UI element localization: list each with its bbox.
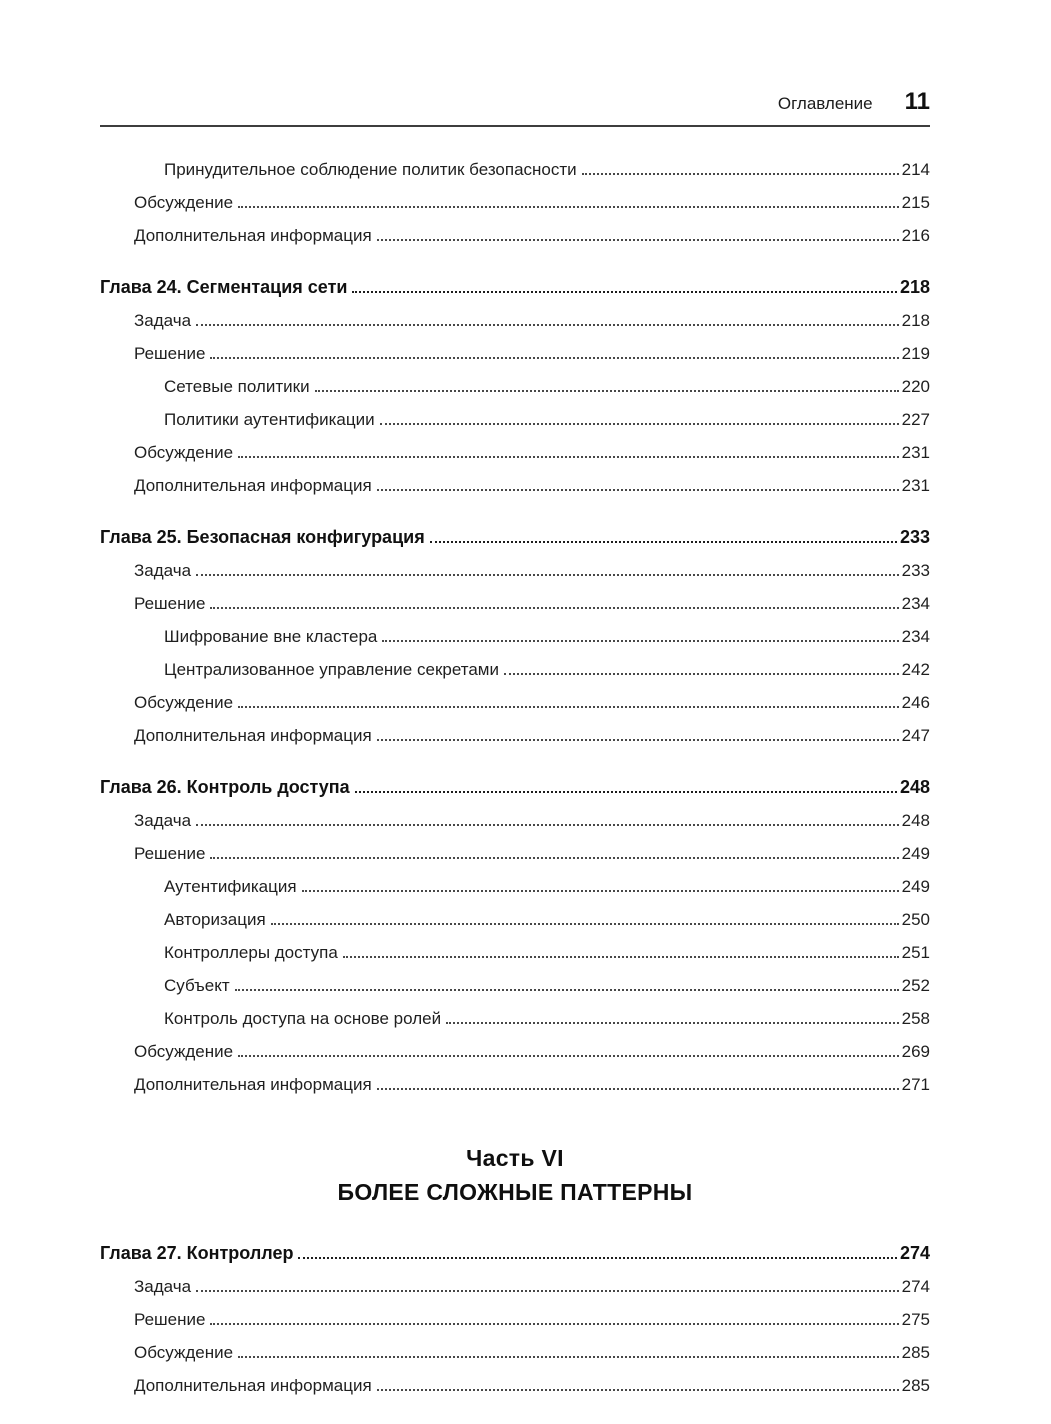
dot-leader [446,1022,899,1024]
toc-entry-row [100,686,930,719]
toc-entry-title: Централизованное управление секретами [164,660,499,679]
dot-leader [377,1389,899,1391]
dot-leader [352,291,897,293]
dot-leader [298,1257,896,1259]
toc-entry-page: 247 [901,726,930,745]
toc-entry-row [100,1270,930,1303]
toc-entry-row [100,186,930,219]
dot-leader [238,706,899,708]
toc-entry-title: Задача [134,561,192,580]
toc-entry-page: 251 [901,943,930,962]
toc-entry-row [100,403,930,436]
dot-leader [355,791,897,793]
toc-entry-page: 248 [901,811,930,830]
toc-entry-title: Аутентификация [164,877,297,896]
toc-entry-page: 258 [901,1009,930,1028]
toc-entry-title: Дополнительная информация [134,726,372,745]
toc-entry-title: Шифрование вне кластера [164,627,378,646]
toc-entry-title: Решение [134,844,206,863]
toc-entry-page: 234 [901,594,930,613]
toc-entry-title: Обсуждение [134,193,234,212]
toc-entry-row [100,1369,930,1402]
toc-entry-row [100,1068,930,1101]
toc-entry-page: 233 [899,527,930,547]
toc-entry-page: 274 [899,1243,930,1263]
toc-entry-row [100,469,930,502]
dot-leader [210,357,898,359]
toc-entry-page: 250 [901,910,930,929]
toc-entry-row [100,587,930,620]
toc-entry-page: 216 [901,226,930,245]
dot-leader [315,390,899,392]
toc-entry-page: 233 [901,561,930,580]
toc-entry-row [100,969,930,1002]
toc-entry-title: Обсуждение [134,443,234,462]
dot-leader [210,857,898,859]
dot-leader [302,890,899,892]
toc-entry-title: Обсуждение [134,1343,234,1362]
part-heading-line: БОЛЕЕ СЛОЖНЫЕ ПАТТЕРНЫ [337,1179,693,1205]
toc-entry-title: Контроллеры доступа [164,943,338,962]
toc-entry-page: 249 [901,877,930,896]
dot-leader [377,489,899,491]
dot-leader [377,739,899,741]
running-header [100,88,930,125]
dot-leader [380,423,899,425]
dot-leader [238,456,899,458]
toc-entry-page: 248 [899,777,930,797]
toc-entry-title: Политики аутентификации [164,410,375,429]
toc-entry-page: 271 [901,1075,930,1094]
toc-entry-page: 269 [901,1042,930,1061]
toc-entry-title: Задача [134,811,192,830]
toc-entry-page: 234 [901,627,930,646]
toc-entry-row [100,304,930,337]
toc-entry-title: Обсуждение [134,693,234,712]
toc-entry-row [100,436,930,469]
toc-entry-row [100,837,930,870]
toc-entry-row [100,153,930,186]
dot-leader [210,607,898,609]
toc-entry-row [100,1336,930,1369]
toc-entry-row [100,370,930,403]
toc-chapter-row [100,271,930,304]
toc-entry-page: 242 [901,660,930,679]
toc-entry-title: Решение [134,1310,206,1329]
dot-leader [196,824,899,826]
dot-leader [343,956,899,958]
dot-leader [196,1290,899,1292]
toc-entry-row [100,219,930,252]
toc-entry-row [100,903,930,936]
dot-leader [582,173,899,175]
toc-chapter-row [100,771,930,804]
toc-entry-row [100,1035,930,1068]
part-heading-line: Часть VI [466,1145,564,1171]
dot-leader [238,1356,899,1358]
toc-entry-title: Субъект [164,976,230,995]
toc-entry-page: 285 [901,1343,930,1362]
toc-entry-page: 274 [901,1277,930,1296]
toc-entry-row [100,620,930,653]
toc-entry-title: Сетевые политики [164,377,310,396]
dot-leader [271,923,899,925]
toc-entry-page: 215 [901,193,930,212]
toc-entry-title: Дополнительная информация [134,1376,372,1395]
toc-entry-title: Авторизация [164,910,266,929]
toc-entry-row [100,804,930,837]
toc-entry-page: 285 [901,1376,930,1395]
toc-entry-row [100,653,930,686]
dot-leader [238,206,899,208]
toc-entry-row [100,337,930,370]
toc-entry-page: 227 [901,410,930,429]
toc-entry-page: 214 [901,160,930,179]
part-heading [100,1141,930,1209]
page-number: 11 [904,88,930,115]
toc-entry-title: Дополнительная информация [134,476,372,495]
toc-entry-page: 246 [901,693,930,712]
dot-leader [382,640,898,642]
toc-entry-row [100,554,930,587]
toc-list [100,153,930,1402]
toc-entry-page: 220 [901,377,930,396]
toc-entry-title: Обсуждение [134,1042,234,1061]
dot-leader [238,1055,899,1057]
toc-entry-title: Глава 27. Контроллер [100,1243,294,1263]
toc-entry-page: 252 [901,976,930,995]
toc-entry-row [100,1303,930,1336]
toc-entry-page: 249 [901,844,930,863]
toc-entry-title: Задача [134,1277,192,1296]
dot-leader [377,239,899,241]
toc-entry-title: Дополнительная информация [134,1075,372,1094]
dot-leader [377,1088,899,1090]
toc-entry-row [100,936,930,969]
dot-leader [196,574,899,576]
running-header-title: Оглавление [777,94,873,113]
toc-entry-page: 231 [901,443,930,462]
toc-entry-title: Дополнительная информация [134,226,372,245]
toc-chapter-row [100,1237,930,1270]
toc-entry-title: Контроль доступа на основе ролей [164,1009,442,1028]
header-rule [100,125,930,127]
toc-chapter-row [100,521,930,554]
dot-leader [504,673,899,675]
toc-entry-title: Глава 26. Контроль доступа [100,777,350,797]
toc-entry-row [100,1002,930,1035]
dot-leader [430,541,897,543]
toc-entry-title: Задача [134,311,192,330]
toc-entry-title: Глава 25. Безопасная конфигурация [100,527,425,547]
toc-entry-page: 218 [901,311,930,330]
toc-entry-page: 219 [901,344,930,363]
dot-leader [235,989,899,991]
toc-entry-page: 218 [899,277,930,297]
toc-entry-title: Глава 24. Сегментация сети [100,277,348,297]
toc-entry-title: Решение [134,594,206,613]
dot-leader [196,324,899,326]
toc-entry-title: Решение [134,344,206,363]
toc-entry-title: Принудительное соблюдение политик безопасности [164,160,577,179]
toc-entry-row [100,719,930,752]
toc-entry-page: 275 [901,1310,930,1329]
toc-entry-page: 231 [901,476,930,495]
dot-leader [210,1323,898,1325]
toc-entry-row [100,870,930,903]
